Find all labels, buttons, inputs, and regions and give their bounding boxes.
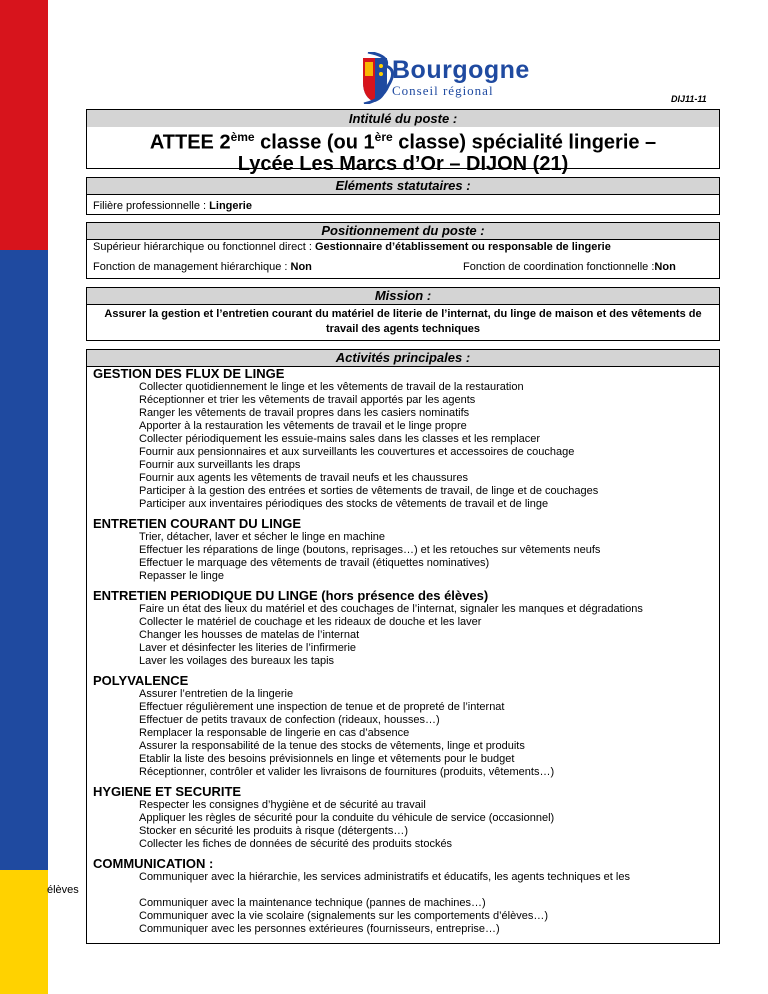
section-heading: POLYVALENCE	[93, 673, 189, 688]
document-reference: DIJ11-11	[671, 94, 707, 104]
section-heading: GESTION DES FLUX DE LINGE	[93, 366, 285, 381]
job-title-label: Intitulé du poste :	[87, 110, 719, 127]
list-item: Participer à la gestion des entrées et sorties de vêtements de travail, de linge et de couchages	[139, 485, 599, 497]
list-item: Respecter les consignes d’hygiène et de sécurité au travail	[139, 799, 426, 811]
list-item: Effectuer régulièrement une inspection de tenue et de propreté de l’internat	[139, 701, 505, 713]
list-item: Changer les housses de matelas de l’internat	[139, 629, 360, 641]
section-heading: ENTRETIEN COURANT DU LINGE	[93, 516, 301, 531]
list-item: Fournir aux pensionnaires et aux surveillants les couvertures et accessoires de couchage	[139, 446, 575, 458]
position-box	[86, 222, 720, 279]
list-item: Fournir aux surveillants les draps	[139, 459, 301, 471]
list-item: Réceptionner et trier les vêtements de travail apportés par les agents	[139, 394, 476, 406]
section-heading: COMMUNICATION :	[93, 856, 214, 871]
activities-box	[47, 349, 720, 944]
statutory-box	[86, 177, 720, 215]
list-item: Effectuer de petits travaux de confection (rideaux, housses…)	[139, 714, 440, 726]
list-item: Stocker en sécurité les produits à risque (détergents…)	[139, 825, 409, 837]
list-item: Communiquer avec la maintenance technique (pannes de machines…)	[139, 897, 486, 909]
list-item: Remplacer la responsable de lingerie en cas d’absence	[139, 727, 410, 739]
list-item: Assurer l’entretien de la lingerie	[139, 688, 294, 700]
superior: Supérieur hiérarchique ou fonctionnel direct : Gestionnaire d’établissement ou responsable de lingerie	[93, 241, 611, 253]
coordination-function: Fonction de coordination fonctionnelle :Non	[463, 261, 676, 273]
job-title-line2: Lycée Les Marcs d’Or – DIJON (21)	[237, 152, 569, 175]
list-item: Ranger les vêtements de travail propres dans les casiers nominatifs	[139, 407, 470, 419]
list-item: Effectuer le marquage des vêtements de travail (étiquettes nominatives)	[139, 557, 490, 569]
left-band-red	[0, 0, 48, 250]
list-item: Appliquer les règles de sécurité pour la conduite du véhicule de service (occasionnel)	[139, 812, 555, 824]
list-item: Collecter quotidiennement le linge et les vêtements de travail de la restauration	[139, 381, 524, 393]
list-item: Effectuer les réparations de linge (boutons, reprisages…) et les retouches sur vêtements neufs	[139, 544, 601, 556]
list-item: Participer aux inventaires périodiques des stocks de vêtements de travail et de linge	[139, 498, 549, 510]
activities-content	[47, 364, 713, 936]
list-item: Repasser le linge	[139, 570, 224, 582]
list-item: Collecter le matériel de couchage et les rideaux de douche et les laver	[139, 616, 482, 628]
mission-text: Assurer la gestion et l’entretien courant du matériel de literie de l’internat, du linge de maison et des vêtements de travail des agents techniques	[104, 308, 702, 335]
list-item: Laver et désinfecter les literies de l’infirmerie	[139, 642, 357, 654]
mission-title: Mission :	[87, 288, 719, 305]
list-item: Trier, détacher, laver et sécher le linge en machine	[139, 531, 386, 543]
job-title-line1: ATTEE 2ème classe (ou 1ère classe) spécialité lingerie –	[149, 130, 657, 154]
list-item: Laver les voilages des bureaux les tapis	[139, 655, 335, 667]
list-item: Faire un état des lieux du matériel et des couchages de l’internat, signaler les manques et dégradations	[139, 603, 643, 615]
list-item: Communiquer avec la vie scolaire (signalements sur les comportements d’élèves…)	[139, 910, 548, 922]
mission-box	[86, 287, 720, 341]
list-item: Collecter périodiquement les essuie-mains sales dans les classes et les remplacer	[139, 433, 541, 445]
left-band-yellow	[0, 870, 48, 994]
section-heading: ENTRETIEN PERIODIQUE DU LINGE (hors présence des élèves)	[93, 588, 489, 603]
list-item: Assurer la responsabilité de la tenue des stocks de vêtements, linge et produits	[139, 740, 525, 752]
logo-subtitle: Conseil régional	[392, 83, 494, 98]
list-item: Etablir la liste des besoins prévisionnels en linge et vêtements pour le budget	[139, 753, 515, 765]
position-title: Positionnement du poste :	[87, 223, 719, 240]
list-item: Communiquer avec la hiérarchie, les services administratifs et éducatifs, les agents techniques et les élèves	[47, 871, 630, 896]
left-band-blue	[0, 250, 48, 870]
management-function: Fonction de management hiérarchique : Non	[93, 261, 312, 273]
professional-branch: Filière professionnelle : Lingerie	[93, 200, 252, 212]
statutory-title: Eléments statutaires :	[87, 178, 719, 195]
logo-title: Bourgogne	[392, 56, 530, 84]
list-item: Collecter les fiches de données de sécurité des produits stockés	[139, 838, 453, 850]
list-item: Communiquer avec les personnes extérieures (fournisseurs, entreprise…)	[139, 923, 500, 935]
activities-title: Activités principales :	[87, 350, 719, 367]
section-heading: HYGIENE ET SECURITE	[93, 784, 242, 799]
job-title-box	[86, 109, 720, 175]
list-item: Apporter à la restauration les vêtements de travail et le linge propre	[139, 420, 467, 432]
list-item: Fournir aux agents les vêtements de travail neufs et les chaussures	[139, 472, 468, 484]
list-item: Réceptionner, contrôler et valider les livraisons de fournitures (produits, vêtements…)	[139, 766, 555, 778]
